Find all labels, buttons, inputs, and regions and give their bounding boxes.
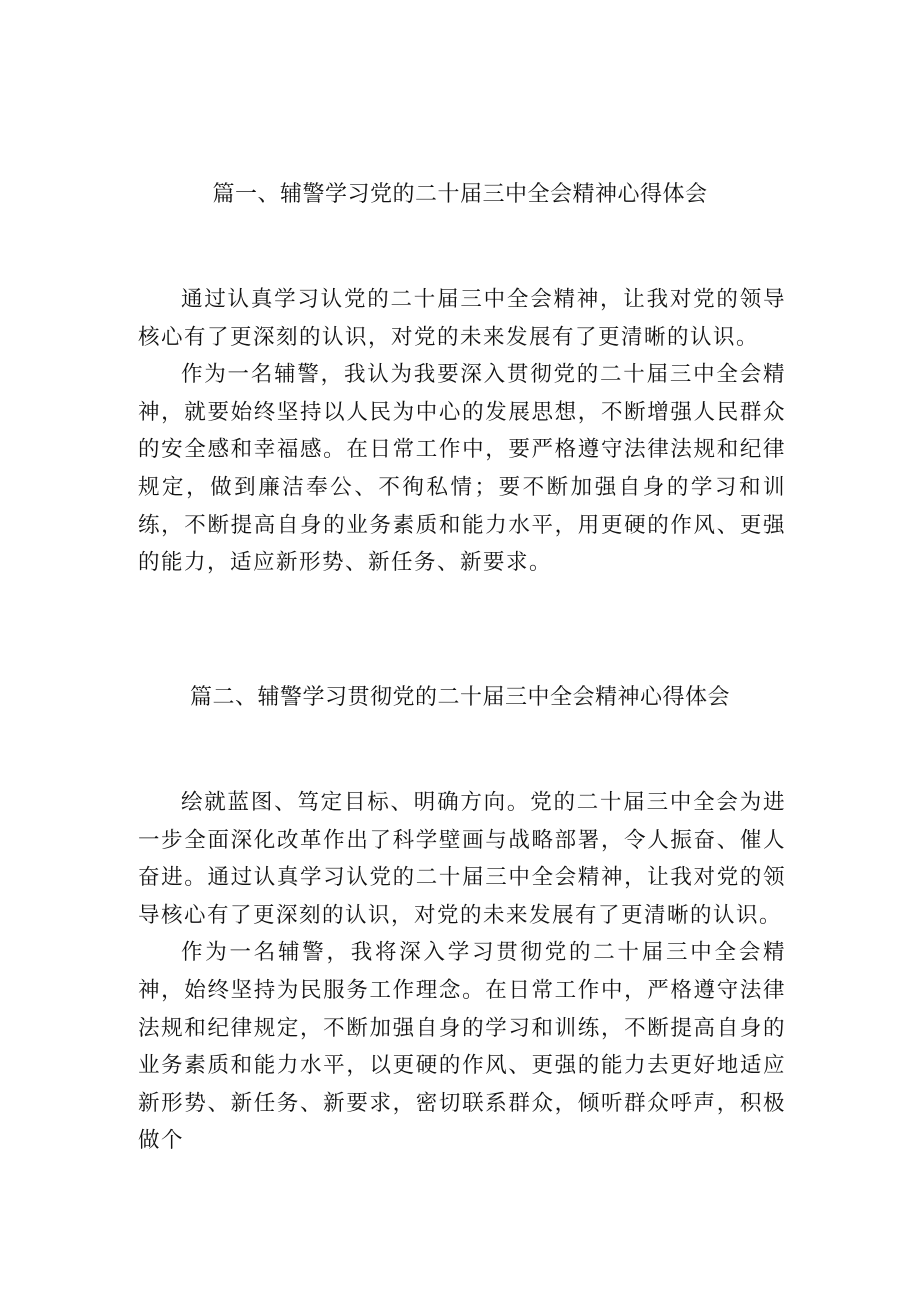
- section-2-paragraph-1: 绘就蓝图、笃定目标、明确方向。党的二十届三中全会为进一步全面深化改革作出了科学壁画与战略部署，令人振奋、催人奋进。通过认真学习认党的二十届三中全会精神，让我对党的领导核心有了更深刻的认识，对党的未来发展有了更清晰的认识。: [138, 790, 786, 928]
- section-2-paragraph-2: 作为一名辅警，我将深入学习贯彻党的二十届三中全会精神，始终坚持为民服务工作理念。在日常工作中，严格遵守法律法规和纪律规定，不断加强自身的学习和训练，不断提高自身的业务素质和能力水平，以更硬的作风、更强的能力去更好地适应新形势、新任务、新要求，密切联系群众，倾听群众呼声，积极做个: [138, 940, 786, 1154]
- section-1-paragraph-1: 通过认真学习认党的二十届三中全会精神，让我对党的领导核心有了更深刻的认识，对党的未来发展有了更清晰的认识。: [138, 287, 786, 350]
- section-1-paragraph-2: 作为一名辅警，我认为我要深入贯彻党的二十届三中全会精神，就要始终坚持以人民为中心的发展思想，不断增强人民群众的安全感和幸福感。在日常工作中，要严格遵守法律法规和纪律规定，做到廉洁奉公、不徇私情；要不断加强自身的学习和训练，不断提高自身的业务素质和能力水平，用更硬的作风、更强的能力，适应新形势、新任务、新要求。: [138, 362, 786, 576]
- section-2-body: [138, 784, 786, 1160]
- section-2-heading: 篇二、辅警学习贯彻党的二十届三中全会精神心得体会: [189, 685, 730, 710]
- section-1-body: [138, 281, 786, 582]
- section-1-heading: 篇一、辅警学习党的二十届三中全会精神心得体会: [212, 182, 708, 207]
